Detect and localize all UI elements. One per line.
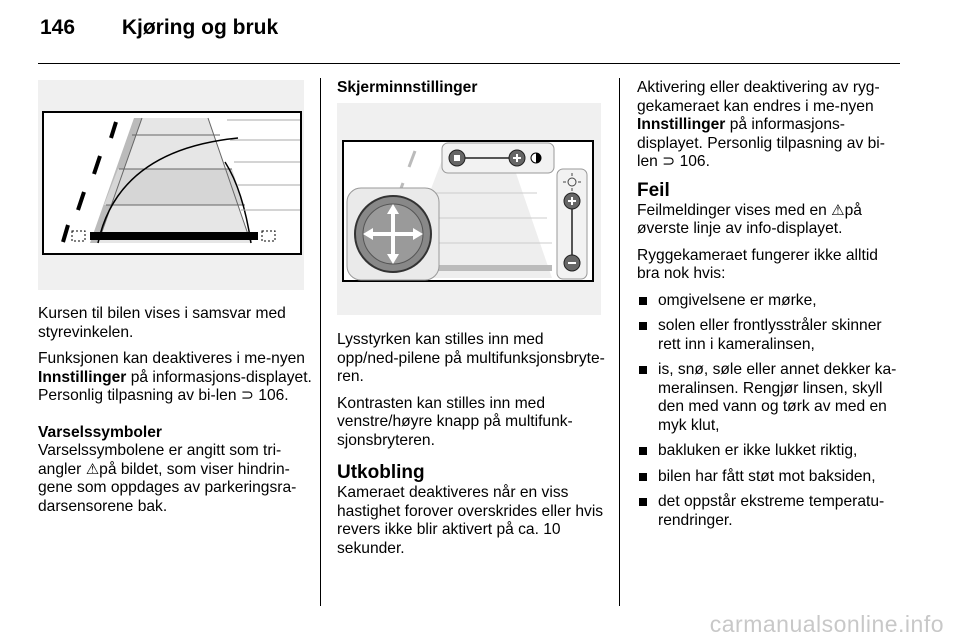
page-header [40, 16, 278, 40]
page-reference-arrow-icon: ⊃ [240, 387, 254, 404]
conditions-list [637, 292, 903, 531]
list-item: omgivelsene er mørke, [637, 292, 903, 311]
subheading-warning-symbols: Varselssymboler [38, 423, 162, 441]
screen-settings-illustration [337, 103, 601, 315]
page-title: Kjøring og bruk [121, 16, 279, 39]
column-1 [38, 305, 313, 524]
column-2-heading [337, 79, 607, 98]
camera-guidelines-figure [38, 80, 304, 290]
heading-screen-settings: Skjerminnstillinger [337, 79, 478, 96]
paragraph-steering: Kursen til bilen vises i samsvar med styrevinkelen. [38, 305, 286, 341]
column-divider-1 [320, 78, 321, 606]
list-item: det oppstår ekstreme temperatu-rendringer. [637, 493, 903, 530]
header-rule [38, 63, 900, 64]
paragraph-disable: Kameraet deaktiveres når en viss hastighet forover overskrides eller hvis revers ikke blir aktivert på ca. 10 sekunder. [337, 484, 604, 557]
paragraph-brightness: Lysstyrken kan stilles inn med opp/ned-pilene på multifunksjonsbryte-ren. [337, 331, 605, 385]
menu-name: Innstillinger [38, 368, 127, 386]
section-heading-disable: Utkobling [337, 462, 425, 483]
paragraph-activation: Aktivering eller deaktivering av ryg-gekameraet kan endres i me-nyen Innstillinger på informasjons-displayet. Personlig tilpasning av bi-len ⊃ 106. [637, 79, 885, 170]
paragraph-conditions: Ryggekameraet fungerer ikke alltid bra nok hvis: [637, 246, 878, 282]
camera-guidelines-illustration [38, 80, 304, 290]
warning-triangle-icon: ⚠ [831, 201, 845, 219]
column-2 [337, 331, 607, 566]
list-item: bilen har fått støt mot baksiden, [637, 468, 903, 487]
page-reference-arrow-icon: ⊃ [662, 153, 676, 170]
list-item: solen eller frontlysstråler skinner rett inn i kameralinsen, [637, 317, 903, 354]
page-number: 146 [40, 16, 76, 39]
screen-settings-figure [337, 103, 601, 315]
list-item: is, snø, søle eller annet dekker ka-meralinsen. Rengjør linsen, skyll den med vann og tørk av med en myk klut, [637, 361, 903, 435]
watermark: carmanualsonline.info [709, 611, 944, 637]
menu-name: Innstillinger [637, 116, 726, 133]
section-heading-fault: Feil [637, 179, 670, 201]
warning-triangle-icon: ⚠ [85, 460, 100, 478]
column-3 [637, 79, 903, 537]
paragraph-error-messages: Feilmeldinger vises med en ⚠på øverste linje av info-displayet. [637, 201, 862, 237]
column-divider-2 [619, 78, 620, 606]
paragraph-warning-symbols: Varselssymbolene er angitt som tri-angler ⚠på bildet, som viser hindrin-gene som oppdages av parkeringsra-darsensorene bak. [38, 442, 297, 515]
paragraph-contrast: Kontrasten kan stilles inn med venstre/høyre knapp på multifunk-sjonsbryteren. [337, 394, 573, 449]
paragraph-deactivate: Funksjonen kan deaktiveres i me-nyen Innstillinger på informasjons-displayet. Personlig tilpasning av bi-len ⊃ 106. [38, 350, 312, 404]
list-item: bakluken er ikke lukket riktig, [637, 442, 903, 461]
